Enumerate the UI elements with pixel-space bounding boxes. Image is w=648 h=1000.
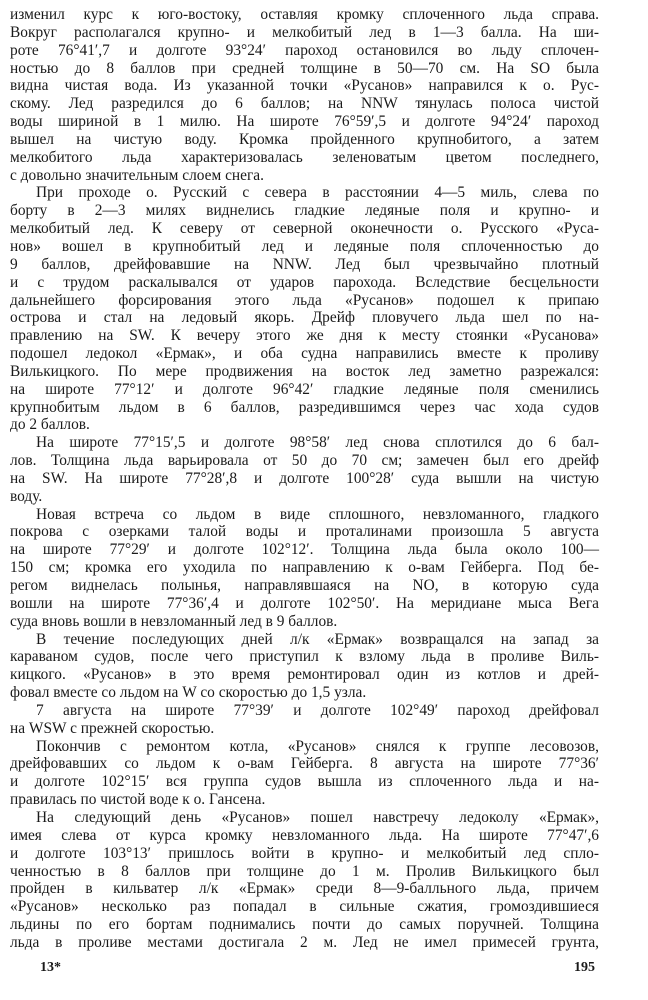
paragraph [10, 702, 599, 738]
text-line: вышел на чистую воду. Кромка пройденного крупнобитого, а затем [10, 130, 599, 148]
text-line: и долготе 103°13′ пришлось войти в крупно- и мелкобитый лед спло- [10, 844, 599, 862]
paragraph [10, 809, 599, 952]
text-line: льдины по его бортам поднимались почти до самых поручней. Толщина [10, 916, 599, 934]
text-line: регом виднелась полынья, направлявшаяся на NO, в которую суда [10, 577, 599, 594]
paragraph [10, 631, 599, 702]
text-line: В течение последующих дней л/к «Ермак» возвращался на запад за [36, 630, 599, 648]
text-line: суда вновь вошли в невзломанный лед в 9 баллов. [10, 612, 338, 630]
paragraph [10, 184, 599, 434]
text-line: фовал вместе со льдом на W со скоростью до 1,5 узла. [10, 684, 367, 702]
text-line: подошел ледокол «Ермак», и оба судна направились вместе к проливу [10, 345, 599, 363]
text-line: изменил курс к юго-востоку, оставляя кромку сплоченного льда справа. [10, 6, 599, 23]
text-line: роте 76°41′,7 и долготе 93°24′ пароход остановился во льду сплочен- [10, 41, 599, 59]
text-line: видна чистая вода. Из указанной точки «Русанов» направился к о. Рус- [10, 77, 599, 95]
page-body [10, 6, 599, 952]
text-line: воды шириной в 1 милю. На широте 76°59′,5 и долготе 94°24′ пароход [10, 113, 599, 131]
text-line: и с трудом раскалывался от ударов парохода. Вследствие бесцельности [10, 273, 599, 291]
paragraph [10, 506, 599, 631]
text-line: нов» вошел в крупнобитый лед и ледяные поля сплоченностью до [10, 237, 599, 255]
text-line: борту в 2—3 милях виднелись гладкие ледяные поля и крупно- и [10, 202, 599, 220]
text-line: Покончив с ремонтом котла, «Русанов» снялся к группе лесовозов, [36, 737, 599, 755]
text-line: мелкобитый лед. К северу от северной оконечности о. Русского «Руса- [10, 220, 599, 238]
text-line: покрова с озерками талой воды и проталинами произошла 5 августа [10, 523, 599, 541]
text-line: на WSW с прежней скоростью. [10, 719, 215, 737]
signature-mark: 13* [40, 960, 61, 975]
text-line: крупнобитым льдом в 6 баллов, разредившимся через час хода судов [10, 398, 599, 416]
text-line: При проходе о. Русский с севера в расстоянии 4—5 миль, слева по [36, 184, 599, 202]
text-line: Новая встреча со льдом в виде сплошного, невзломанного, гладкого [36, 505, 599, 523]
text-line: мелкобитого льда характеризовалась зеленоватым цветом последнего, [10, 148, 599, 166]
text-line: и долготе 102°15′ вся группа судов вышла из сплоченного льда и на- [10, 773, 599, 791]
text-line: вошли на широте 77°36′,4 и долготе 102°50′. На меридиане мыса Вега [10, 594, 599, 612]
text-line: ченностью в 8 баллов при толщине до 1 м. Пролив Вилькицкого был [10, 862, 599, 880]
text-line: 7 августа на широте 77°39′ и долготе 102°49′ пароход дрейфовал [36, 701, 599, 719]
paragraph [10, 434, 599, 505]
text-line: караваном судов, после чего приступил к взлому льда в проливе Виль- [10, 648, 599, 666]
text-line: На широте 77°15′,5 и долготе 98°58′ лед снова сплотился до 6 бал- [36, 434, 599, 452]
text-line: лов. Толщина льда варьировала от 50 до 70 см; замечен был его дрейф [10, 452, 599, 470]
text-line: Вокруг располагался крупно- и мелкобитый лед в 1—3 балла. На ши- [10, 23, 599, 41]
page-number: 195 [574, 960, 595, 975]
paragraph [10, 6, 599, 184]
text-line: пройден в кильватер л/к «Ермак» среди 8—9-балльного льда, причем [10, 880, 599, 898]
text-line: 9 баллов, дрейфовавшие на NNW. Лед был чрезвычайно плотный [10, 255, 599, 273]
text-line: дрейфовавших со льдом к о-вам Гейберга. 8 августа на широте 77°36′ [10, 755, 599, 773]
text-line: на широте 77°12′ и долготе 96°42′ гладкие ледяные поля сменились [10, 380, 599, 398]
text-line: правлению на SW. К вечеру этого же дня к месту стоянки «Русанова» [10, 327, 599, 345]
text-line: острова и стал на ледовый якорь. Дрейф пловучего льда шел по на- [10, 309, 599, 327]
text-line: до 2 баллов. [10, 416, 90, 434]
text-line: скому. Лед разредился до 6 баллов; на NNW тянулась полоса чистой [10, 95, 599, 113]
text-line: на SW. На широте 77°28′,8 и долготе 100°28′ суда вышли на чистую [10, 469, 599, 487]
text-line: ностью до 8 баллов при средней толщине в 50—70 см. На SO была [10, 59, 599, 77]
text-line: Вилькицкого. По мере продвижения на восток лед заметно разрежался: [10, 362, 599, 380]
text-line: имея слева от курса кромку невзломанного льда. На широте 77°47′,6 [10, 826, 599, 844]
text-line: кицкого. «Русанов» в это время ремонтировал один из котлов и дрей- [10, 666, 599, 684]
text-line: правилась по чистой воде к о. Гансена. [10, 791, 266, 809]
text-line: на широте 77°29′ и долготе 102°12′. Толщина льда была около 100— [10, 541, 599, 559]
text-line: воду. [10, 487, 43, 505]
text-line: с довольно значительным слоем снега. [10, 166, 264, 184]
paragraph [10, 738, 599, 809]
text-line: 150 см; кромка его уходила по направлению к о-вам Гейберга. Под бе- [10, 559, 599, 577]
text-line: льда в проливе местами достигала 2 м. Лед не имел примесей грунта, [10, 933, 599, 951]
text-line: «Русанов» несколько раз попадал в сильные сжатия, громоздившиеся [10, 898, 599, 916]
text-line: На следующий день «Русанов» пошел навстречу ледоколу «Ермак», [36, 808, 599, 826]
text-line: дальнейшего форсирования этого льда «Русанов» подошел к припаю [10, 291, 599, 309]
